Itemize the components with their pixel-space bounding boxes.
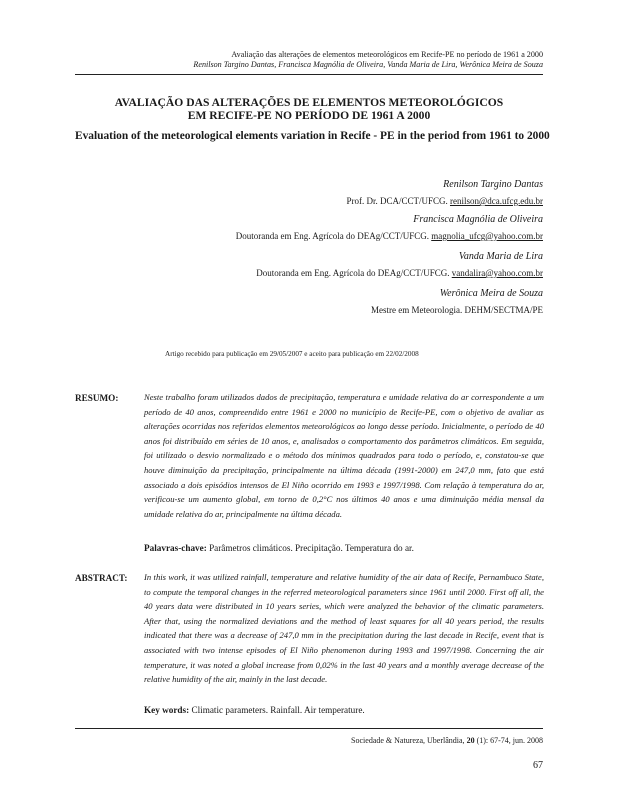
journal-issue-pages: (1): 67-74, jun. 2008 [476, 736, 543, 745]
page-number: 67 [533, 760, 543, 771]
footer-rule [75, 728, 543, 729]
keywords-en: Climatic parameters. Rainfall. Air temperature. [191, 705, 365, 715]
abstract-keywords [144, 705, 365, 715]
author-block-3 [256, 251, 543, 279]
author-name: Vanda Maria de Lira [458, 251, 543, 262]
author-affiliation-line [371, 305, 543, 316]
title-portuguese-line1: AVALIAÇÃO DAS ALTERAÇÕES DE ELEMENTOS METEOROLÓGICOS [114, 96, 504, 109]
author-block-2 [236, 214, 543, 242]
running-header-title: Avaliação das alterações de elementos meteorológicos em Recife-PE no período de 1961 a 2000 [231, 50, 543, 59]
keywords-pt: Parâmetros climáticos. Precipitação. Temperatura do ar. [209, 543, 414, 553]
author-affiliation: Mestre em Meteorologia. DEHM/SECTMA/PE [371, 305, 543, 315]
author-affiliation-line [256, 268, 543, 279]
author-name: Renilson Targino Dantas [443, 179, 543, 190]
resumo-label: RESUMO: [75, 393, 119, 403]
journal-name: Sociedade & Natureza, Uberlândia, [351, 736, 465, 745]
author-email-link[interactable]: vandalira@yahoo.com.br [451, 268, 543, 278]
author-block-4 [371, 288, 543, 316]
resumo-keywords [144, 543, 414, 553]
author-name: Francisca Magnólia de Oliveira [413, 214, 543, 225]
journal-citation [351, 736, 543, 745]
keywords-label-pt: Palavras-chave: [144, 543, 207, 553]
author-affiliation: Prof. Dr. DCA/CCT/UFCG. [346, 196, 448, 206]
running-header-authors: Renilson Targino Dantas, Francisca Magnólia de Oliveira, Vanda Maria de Lira, Werônica Meira de Souza [193, 60, 543, 69]
abstract-text: In this work, it was utilized rainfall, temperature and relative humidity of the air data of Recife, Pernambuco State, to compute the temporal changes in the referred meteorological parameters since 1961 until 2000. First off all, the 40 years data were distributed in 10 years series, which were analyzed the behavior of the climatic parameters. After that, using the normalized deviations and the method of least squares for all 40 years period, the results indicated that there was a decrease of 247,0 mm in the precipitation during the last decade in Recife, event that is associated with two intense episodes of El Niño phenomenon during 1993 and 1997/1998. Concerning the air temperature, it was noted a global increase from 0,02% in the last 40 years and a monthly average decrease of the relative humidity of the air, mainly in the last decade. [144, 572, 544, 685]
resumo-text: Neste trabalho foram utilizados dados de precipitação, temperatura e umidade relativa do ar correspondente a um período de 40 anos, compreendido entre 1961 e 2000 no município de Recife-PE, com o objetivo de avaliar as alterações ocorridas nos referidos elementos meteorológicos ao longo desse período. Inicialmente, o período de 40 anos foi distribuído em séries de 10 anos, e, analisados o comportamento dos parâmetros climáticos. Em seguida, foi utilizado o desvio normalizado e o método dos mínimos quadrados para todo o período, e, constatou-se que houve diminuição da precipitação, principalmente na última década (1991-2000) em 247,0 mm, fato que está associado a dois episódios intensos de El Niño ocorrido em 1993 e 1997/1998. Com relação à temperatura do ar, verificou-se um aumento global, em torno de 0,2°C nos últimos 40 anos e uma diminuição média mensal da umidade relativa do ar, principalmente na última década. [144, 392, 544, 519]
author-affiliation-line [236, 231, 543, 242]
author-affiliation-line [346, 196, 543, 207]
journal-volume: 20 [466, 736, 475, 745]
title-portuguese [75, 96, 543, 122]
author-email-link[interactable]: renilson@dca.ufcg.edu.br [449, 196, 543, 206]
header-rule [75, 74, 543, 75]
received-date-note: Artigo recebido para publicação em 29/05/2007 e aceito para publicação em 22/02/2008 [165, 350, 419, 358]
title-english: Evaluation of the meteorological elements variation in Recife - PE in the period from 1961 to 2000 [75, 130, 550, 142]
keywords-label-en: Key words: [144, 705, 190, 715]
author-name: Werônica Meira de Souza [439, 288, 543, 299]
abstract-label: ABSTRACT: [75, 573, 128, 583]
author-email-link[interactable]: magnolia_ufcg@yahoo.com.br [431, 231, 543, 241]
author-affiliation: Doutoranda em Eng. Agrícola do DEAg/CCT/UFCG. [235, 231, 429, 241]
author-block-1 [346, 179, 543, 207]
author-affiliation: Doutoranda em Eng. Agrícola do DEAg/CCT/UFCG. [256, 268, 450, 278]
title-portuguese-line2: EM RECIFE-PE NO PERÍODO DE 1961 A 2000 [187, 109, 431, 122]
